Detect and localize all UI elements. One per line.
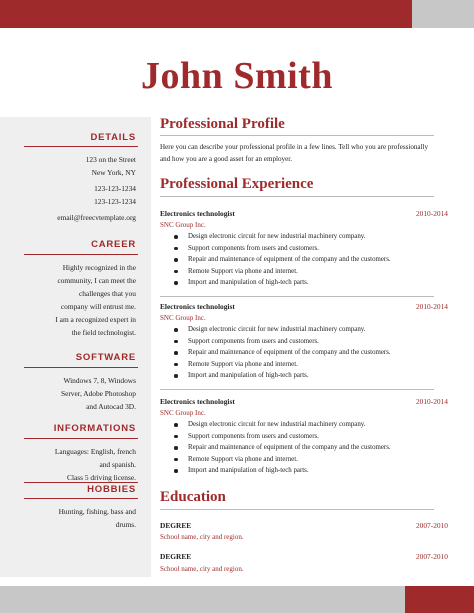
bottom-gray-bar xyxy=(0,586,405,613)
duty-item xyxy=(174,243,436,255)
bullet-icon xyxy=(174,247,178,251)
job-divider xyxy=(160,296,434,297)
informations-line: Class 5 driving license. xyxy=(67,473,136,482)
software-line: Server, Adobe Photoshop xyxy=(60,389,136,398)
career-block xyxy=(24,261,136,339)
job-duties-list xyxy=(174,419,436,477)
details-email: email@freecvtemplate.org xyxy=(57,213,136,222)
career-line: company will entrust me. xyxy=(60,302,136,311)
bottom-accent-bar xyxy=(405,586,474,613)
duty-text: Import and manipulation of high-tech parts. xyxy=(188,279,309,287)
duty-item xyxy=(174,254,436,266)
duty-item xyxy=(174,231,436,243)
software-line: and Autocad 3D. xyxy=(86,402,136,411)
resume-name: John Smith xyxy=(141,55,333,97)
hobbies-block xyxy=(24,505,136,531)
duty-text: Import and manipulation of high-tech parts. xyxy=(188,467,309,475)
bullet-icon xyxy=(174,235,178,239)
hobbies-line: drums. xyxy=(115,520,136,529)
duty-text: Support components from users and customers. xyxy=(188,337,319,345)
career-line: community, I can meet the xyxy=(57,276,136,285)
degree-years: 2007-2010 xyxy=(415,552,448,561)
software-line: Windows 7, 8, Windows xyxy=(63,376,136,385)
details-divider xyxy=(24,146,138,147)
job-title: Electronics technologist xyxy=(160,397,235,406)
duty-text: Remote Support via phone and internet. xyxy=(188,267,298,275)
degree-title: DEGREE xyxy=(160,552,192,561)
bullet-icon xyxy=(174,374,178,378)
bullet-icon xyxy=(174,258,178,262)
job-company: SNC Group Inc. xyxy=(160,221,206,229)
career-heading: CAREER xyxy=(91,239,136,250)
career-line: Highly recognized in the xyxy=(62,263,136,272)
bullet-icon xyxy=(174,458,178,462)
bullet-icon xyxy=(174,351,178,355)
informations-block xyxy=(24,445,136,484)
software-divider xyxy=(24,367,138,368)
job-years: 2010-2014 xyxy=(415,302,448,311)
bullet-icon xyxy=(174,435,178,439)
duty-text: Import and manipulation of high-tech parts. xyxy=(188,372,309,380)
job-duties-list xyxy=(174,231,436,289)
duty-item xyxy=(174,359,436,371)
duty-text: Support components from users and customers. xyxy=(188,244,319,252)
top-accent-bar xyxy=(0,0,412,28)
education-heading: Education xyxy=(160,489,226,505)
job-divider xyxy=(160,389,434,390)
hobbies-divider xyxy=(24,498,138,499)
duty-item xyxy=(174,324,436,336)
hobbies-heading: HOBBIES xyxy=(87,484,136,495)
duty-item xyxy=(174,442,436,454)
duty-item xyxy=(174,419,436,431)
informations-line: and spanish. xyxy=(99,460,136,469)
career-line: I am a recognized expert in xyxy=(55,315,136,324)
duty-item xyxy=(174,454,436,466)
job-years: 2010-2014 xyxy=(415,209,448,218)
job-company: SNC Group Inc. xyxy=(160,409,206,417)
duty-text: Design electronic circuit for new industrial machinery company. xyxy=(188,421,366,428)
experience-divider xyxy=(160,196,434,197)
duty-item xyxy=(174,465,436,477)
career-divider xyxy=(24,254,138,255)
experience-heading: Professional Experience xyxy=(160,176,314,192)
details-block xyxy=(24,153,136,224)
duty-item xyxy=(174,266,436,278)
bullet-icon xyxy=(174,469,178,473)
informations-heading: INFORMATIONS xyxy=(53,423,136,434)
duty-text: Repair and maintenance of equipment of the company and the customers. xyxy=(188,349,391,357)
profile-divider xyxy=(160,135,434,136)
details-line: 123-123-1234 xyxy=(94,197,136,206)
job-company: SNC Group Inc. xyxy=(160,314,206,322)
software-heading: SOFTWARE xyxy=(75,352,136,363)
duty-text: Design electronic circuit for new industrial machinery company. xyxy=(188,326,366,333)
job-years: 2010-2014 xyxy=(415,397,448,406)
details-line: 123 on the Street xyxy=(85,155,136,164)
details-line: New York, NY xyxy=(91,168,136,177)
bullet-icon xyxy=(174,446,178,450)
career-line: the field technologist. xyxy=(71,328,136,337)
bullet-icon xyxy=(174,340,178,344)
duty-item xyxy=(174,370,436,382)
duty-text: Remote Support via phone and internet. xyxy=(188,455,298,463)
profile-text: Here you can describe your professional profile in a few lines. Tell who you are professionally and how you are a good asset for an employer. xyxy=(160,143,429,163)
duty-item xyxy=(174,277,436,289)
informations-line: Languages: English, french xyxy=(54,447,136,456)
top-gray-bar xyxy=(412,0,474,28)
job-title: Electronics technologist xyxy=(160,302,235,311)
profile-heading: Professional Profile xyxy=(160,116,285,132)
hobbies-top-divider xyxy=(24,482,138,483)
bullet-icon xyxy=(174,423,178,427)
degree-school: School name, city and region. xyxy=(160,533,244,541)
duty-text: Remote Support via phone and internet. xyxy=(188,360,298,368)
duty-item xyxy=(174,431,436,443)
duty-item xyxy=(174,347,436,359)
degree-years: 2007-2010 xyxy=(415,521,448,530)
duty-text: Design electronic circuit for new industrial machinery company. xyxy=(188,233,366,240)
bullet-icon xyxy=(174,281,178,285)
bullet-icon xyxy=(174,328,178,332)
hobbies-line: Hunting, fishing, bass and xyxy=(58,507,136,516)
informations-divider xyxy=(24,438,138,439)
details-heading: DETAILS xyxy=(90,132,136,143)
duty-text: Repair and maintenance of equipment of the company and the customers. xyxy=(188,444,391,452)
degree-title: DEGREE xyxy=(160,521,192,530)
duty-text: Support components from users and customers. xyxy=(188,432,319,440)
education-divider xyxy=(160,509,434,510)
details-line: 123-123-1234 xyxy=(94,184,136,193)
job-title: Electronics technologist xyxy=(160,209,235,218)
bullet-icon xyxy=(174,270,178,274)
job-duties-list xyxy=(174,324,436,382)
degree-school: School name, city and region. xyxy=(160,565,244,573)
duty-item xyxy=(174,336,436,348)
duty-text: Repair and maintenance of equipment of the company and the customers. xyxy=(188,256,391,264)
bullet-icon xyxy=(174,363,178,367)
software-block xyxy=(24,374,136,413)
career-line: challenges that you xyxy=(78,289,136,298)
